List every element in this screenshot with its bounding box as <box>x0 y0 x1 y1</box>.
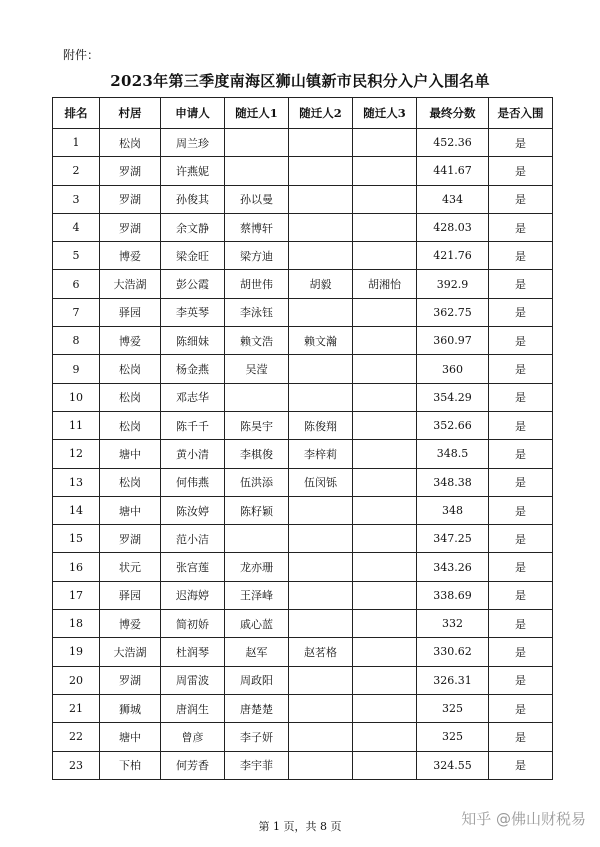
table-cell: 12 <box>53 440 100 468</box>
table-cell: 罗湖 <box>100 157 161 185</box>
table-cell: 是 <box>489 553 553 581</box>
table-cell: 李英琴 <box>161 298 225 326</box>
table-cell: 6 <box>53 270 100 298</box>
table-cell: 9 <box>53 355 100 383</box>
table-cell <box>225 383 289 411</box>
table-cell <box>353 723 417 751</box>
table-cell <box>353 327 417 355</box>
table-cell: 是 <box>489 525 553 553</box>
table-cell <box>289 610 353 638</box>
table-cell: 胡湘怡 <box>353 270 417 298</box>
table-cell: 赖文浩 <box>225 327 289 355</box>
table-cell: 陈昊宇 <box>225 411 289 439</box>
table-cell: 16 <box>53 553 100 581</box>
table-cell <box>353 242 417 270</box>
table-row <box>53 468 553 496</box>
table-cell: 352.66 <box>417 411 489 439</box>
table-cell <box>289 355 353 383</box>
page-title: 2023年第三季度南海区狮山镇新市民积分入户入围名单 <box>110 72 490 90</box>
table-cell: 杜润琴 <box>161 638 225 666</box>
table-row <box>53 610 553 638</box>
column-header: 是否入围 <box>489 98 553 129</box>
table-cell <box>289 242 353 270</box>
table-row <box>53 751 553 779</box>
table-cell <box>289 383 353 411</box>
table-cell: 是 <box>489 723 553 751</box>
table-cell: 348 <box>417 496 489 524</box>
table-cell: 434 <box>417 185 489 213</box>
table-cell: 唐楚楚 <box>225 694 289 722</box>
column-header: 随迁人1 <box>225 98 289 129</box>
table-cell: 421.76 <box>417 242 489 270</box>
table-cell: 伍闵铄 <box>289 468 353 496</box>
roster-table <box>52 97 553 780</box>
table-cell: 326.31 <box>417 666 489 694</box>
table-cell: 戚心蓝 <box>225 610 289 638</box>
table-cell: 17 <box>53 581 100 609</box>
table-cell: 325 <box>417 694 489 722</box>
table-cell <box>353 157 417 185</box>
table-cell <box>289 129 353 157</box>
table-cell: 范小洁 <box>161 525 225 553</box>
table-cell: 孙以曼 <box>225 185 289 213</box>
table-cell: 大浩湖 <box>100 270 161 298</box>
table-row <box>53 440 553 468</box>
table-cell <box>353 355 417 383</box>
table-cell: 是 <box>489 581 553 609</box>
table-cell: 罗湖 <box>100 213 161 241</box>
table-row <box>53 694 553 722</box>
table-cell: 龙亦珊 <box>225 553 289 581</box>
table-cell: 2 <box>53 157 100 185</box>
table-row <box>53 496 553 524</box>
table-cell: 周雷波 <box>161 666 225 694</box>
table-cell <box>353 694 417 722</box>
table-cell <box>289 694 353 722</box>
table-cell <box>289 723 353 751</box>
table-row <box>53 355 553 383</box>
table-cell: 441.67 <box>417 157 489 185</box>
table-cell <box>353 468 417 496</box>
table-cell <box>353 213 417 241</box>
table-cell: 360.97 <box>417 327 489 355</box>
table-row <box>53 327 553 355</box>
table-cell <box>353 383 417 411</box>
table-cell: 陈汝婷 <box>161 496 225 524</box>
table-row <box>53 638 553 666</box>
page-number: 第 1 页，共 8 页 <box>258 820 342 833</box>
table-cell: 5 <box>53 242 100 270</box>
table-cell: 松岗 <box>100 355 161 383</box>
table-row <box>53 666 553 694</box>
table-cell <box>289 185 353 213</box>
table-cell: 325 <box>417 723 489 751</box>
table-cell <box>353 440 417 468</box>
table-cell: 博爱 <box>100 610 161 638</box>
table-row <box>53 270 553 298</box>
table-cell: 伍洪添 <box>225 468 289 496</box>
table-cell: 是 <box>489 327 553 355</box>
table-cell: 21 <box>53 694 100 722</box>
table-cell: 13 <box>53 468 100 496</box>
table-cell: 李棋俊 <box>225 440 289 468</box>
table-cell <box>289 157 353 185</box>
table-cell: 李泳钰 <box>225 298 289 326</box>
table-cell: 松岗 <box>100 129 161 157</box>
table-cell: 是 <box>489 468 553 496</box>
table-cell: 赵军 <box>225 638 289 666</box>
table-cell: 塘中 <box>100 496 161 524</box>
table-cell <box>353 751 417 779</box>
table-cell: 博爱 <box>100 242 161 270</box>
table-cell <box>353 298 417 326</box>
table-header-row <box>53 98 553 129</box>
table-cell: 赖文瀚 <box>289 327 353 355</box>
table-cell: 梁方迪 <box>225 242 289 270</box>
table-cell <box>289 751 353 779</box>
table-cell: 19 <box>53 638 100 666</box>
table-cell: 是 <box>489 185 553 213</box>
table-cell: 孙俊其 <box>161 185 225 213</box>
table-cell <box>289 581 353 609</box>
column-header: 随迁人3 <box>353 98 417 129</box>
table-cell: 唐润生 <box>161 694 225 722</box>
attachment-label: 附件： <box>63 48 100 62</box>
table-cell: 20 <box>53 666 100 694</box>
table-cell <box>289 666 353 694</box>
table-cell <box>353 638 417 666</box>
table-cell: 松岗 <box>100 468 161 496</box>
table-row <box>53 411 553 439</box>
column-header: 最终分数 <box>417 98 489 129</box>
table-cell: 362.75 <box>417 298 489 326</box>
table-cell: 余文静 <box>161 213 225 241</box>
table-cell: 黄小清 <box>161 440 225 468</box>
table-cell: 迟海婷 <box>161 581 225 609</box>
table-cell: 何芳香 <box>161 751 225 779</box>
table-cell: 王泽峰 <box>225 581 289 609</box>
table-cell: 周政阳 <box>225 666 289 694</box>
table-cell: 360 <box>417 355 489 383</box>
table-cell: 彭公霞 <box>161 270 225 298</box>
table-cell: 3 <box>53 185 100 213</box>
table-cell <box>225 157 289 185</box>
table-row <box>53 525 553 553</box>
table-cell: 是 <box>489 440 553 468</box>
table-cell <box>353 185 417 213</box>
table-cell: 梁金旺 <box>161 242 225 270</box>
table-cell: 大浩湖 <box>100 638 161 666</box>
table-cell: 吴滢 <box>225 355 289 383</box>
table-row <box>53 213 553 241</box>
table-cell <box>289 496 353 524</box>
table-cell: 曾彦 <box>161 723 225 751</box>
table-cell: 354.29 <box>417 383 489 411</box>
table-cell <box>289 213 353 241</box>
table-cell: 胡世伟 <box>225 270 289 298</box>
table-cell: 赵茗格 <box>289 638 353 666</box>
table-cell: 是 <box>489 496 553 524</box>
table-cell: 陈籽颖 <box>225 496 289 524</box>
table-cell <box>353 525 417 553</box>
table-cell: 松岗 <box>100 411 161 439</box>
watermark: 知乎 @佛山财税易 <box>461 810 586 828</box>
table-cell <box>353 411 417 439</box>
table-cell <box>353 496 417 524</box>
column-header: 村居 <box>100 98 161 129</box>
table-cell: 罗湖 <box>100 666 161 694</box>
table-cell: 许燕妮 <box>161 157 225 185</box>
table-cell: 是 <box>489 213 553 241</box>
table-cell: 简初娇 <box>161 610 225 638</box>
table-cell: 是 <box>489 694 553 722</box>
table-cell: 392.9 <box>417 270 489 298</box>
table-cell: 是 <box>489 157 553 185</box>
table-row <box>53 157 553 185</box>
table-cell <box>289 298 353 326</box>
table-cell: 是 <box>489 411 553 439</box>
table-cell: 是 <box>489 751 553 779</box>
table-cell <box>353 129 417 157</box>
table-cell: 下柏 <box>100 751 161 779</box>
table-cell <box>225 525 289 553</box>
table-cell: 7 <box>53 298 100 326</box>
table-cell: 23 <box>53 751 100 779</box>
table-cell: 张宫莲 <box>161 553 225 581</box>
table-cell <box>353 610 417 638</box>
table-cell: 李梓莉 <box>289 440 353 468</box>
table-cell: 18 <box>53 610 100 638</box>
table-cell: 驿园 <box>100 581 161 609</box>
table-cell <box>289 553 353 581</box>
table-cell: 李宇菲 <box>225 751 289 779</box>
table-cell: 是 <box>489 383 553 411</box>
table-cell: 是 <box>489 129 553 157</box>
table-cell: 是 <box>489 610 553 638</box>
table-cell <box>353 553 417 581</box>
table-cell: 是 <box>489 355 553 383</box>
table-cell: 胡毅 <box>289 270 353 298</box>
table-cell: 状元 <box>100 553 161 581</box>
table-cell: 338.69 <box>417 581 489 609</box>
table-row <box>53 723 553 751</box>
column-header: 随迁人2 <box>289 98 353 129</box>
table-cell: 周兰珍 <box>161 129 225 157</box>
table-cell: 4 <box>53 213 100 241</box>
table-cell: 何伟燕 <box>161 468 225 496</box>
table-cell: 348.5 <box>417 440 489 468</box>
table-cell: 452.36 <box>417 129 489 157</box>
table-cell: 332 <box>417 610 489 638</box>
table-cell: 塘中 <box>100 440 161 468</box>
table-row <box>53 129 553 157</box>
table-cell: 11 <box>53 411 100 439</box>
table-cell: 是 <box>489 638 553 666</box>
table-cell: 8 <box>53 327 100 355</box>
table-cell: 14 <box>53 496 100 524</box>
table-cell <box>289 525 353 553</box>
table-cell: 348.38 <box>417 468 489 496</box>
table-cell: 陈千千 <box>161 411 225 439</box>
table-cell: 杨金燕 <box>161 355 225 383</box>
table-cell: 343.26 <box>417 553 489 581</box>
table-cell: 330.62 <box>417 638 489 666</box>
table-cell: 10 <box>53 383 100 411</box>
table-cell: 邓志华 <box>161 383 225 411</box>
table-cell: 罗湖 <box>100 185 161 213</box>
table-row <box>53 242 553 270</box>
table-cell: 是 <box>489 298 553 326</box>
table-row <box>53 383 553 411</box>
table-cell: 324.55 <box>417 751 489 779</box>
table-cell: 1 <box>53 129 100 157</box>
table-cell: 李子妍 <box>225 723 289 751</box>
table-cell: 22 <box>53 723 100 751</box>
table-cell: 陈俊翔 <box>289 411 353 439</box>
table-cell: 是 <box>489 270 553 298</box>
table-cell: 428.03 <box>417 213 489 241</box>
table-cell: 是 <box>489 666 553 694</box>
table-cell <box>225 129 289 157</box>
table-cell: 狮城 <box>100 694 161 722</box>
table-cell: 陈细妹 <box>161 327 225 355</box>
table-cell: 驿园 <box>100 298 161 326</box>
table-cell: 塘中 <box>100 723 161 751</box>
table-cell: 罗湖 <box>100 525 161 553</box>
table-cell: 蔡博轩 <box>225 213 289 241</box>
table-row <box>53 553 553 581</box>
table-cell: 博爱 <box>100 327 161 355</box>
table-row <box>53 298 553 326</box>
table-row <box>53 185 553 213</box>
table-body <box>53 129 553 780</box>
table-row <box>53 581 553 609</box>
table-cell: 347.25 <box>417 525 489 553</box>
column-header: 申请人 <box>161 98 225 129</box>
table-cell: 松岗 <box>100 383 161 411</box>
table-cell: 是 <box>489 242 553 270</box>
table-cell <box>353 581 417 609</box>
column-header: 排名 <box>53 98 100 129</box>
table-cell: 15 <box>53 525 100 553</box>
table-cell <box>353 666 417 694</box>
